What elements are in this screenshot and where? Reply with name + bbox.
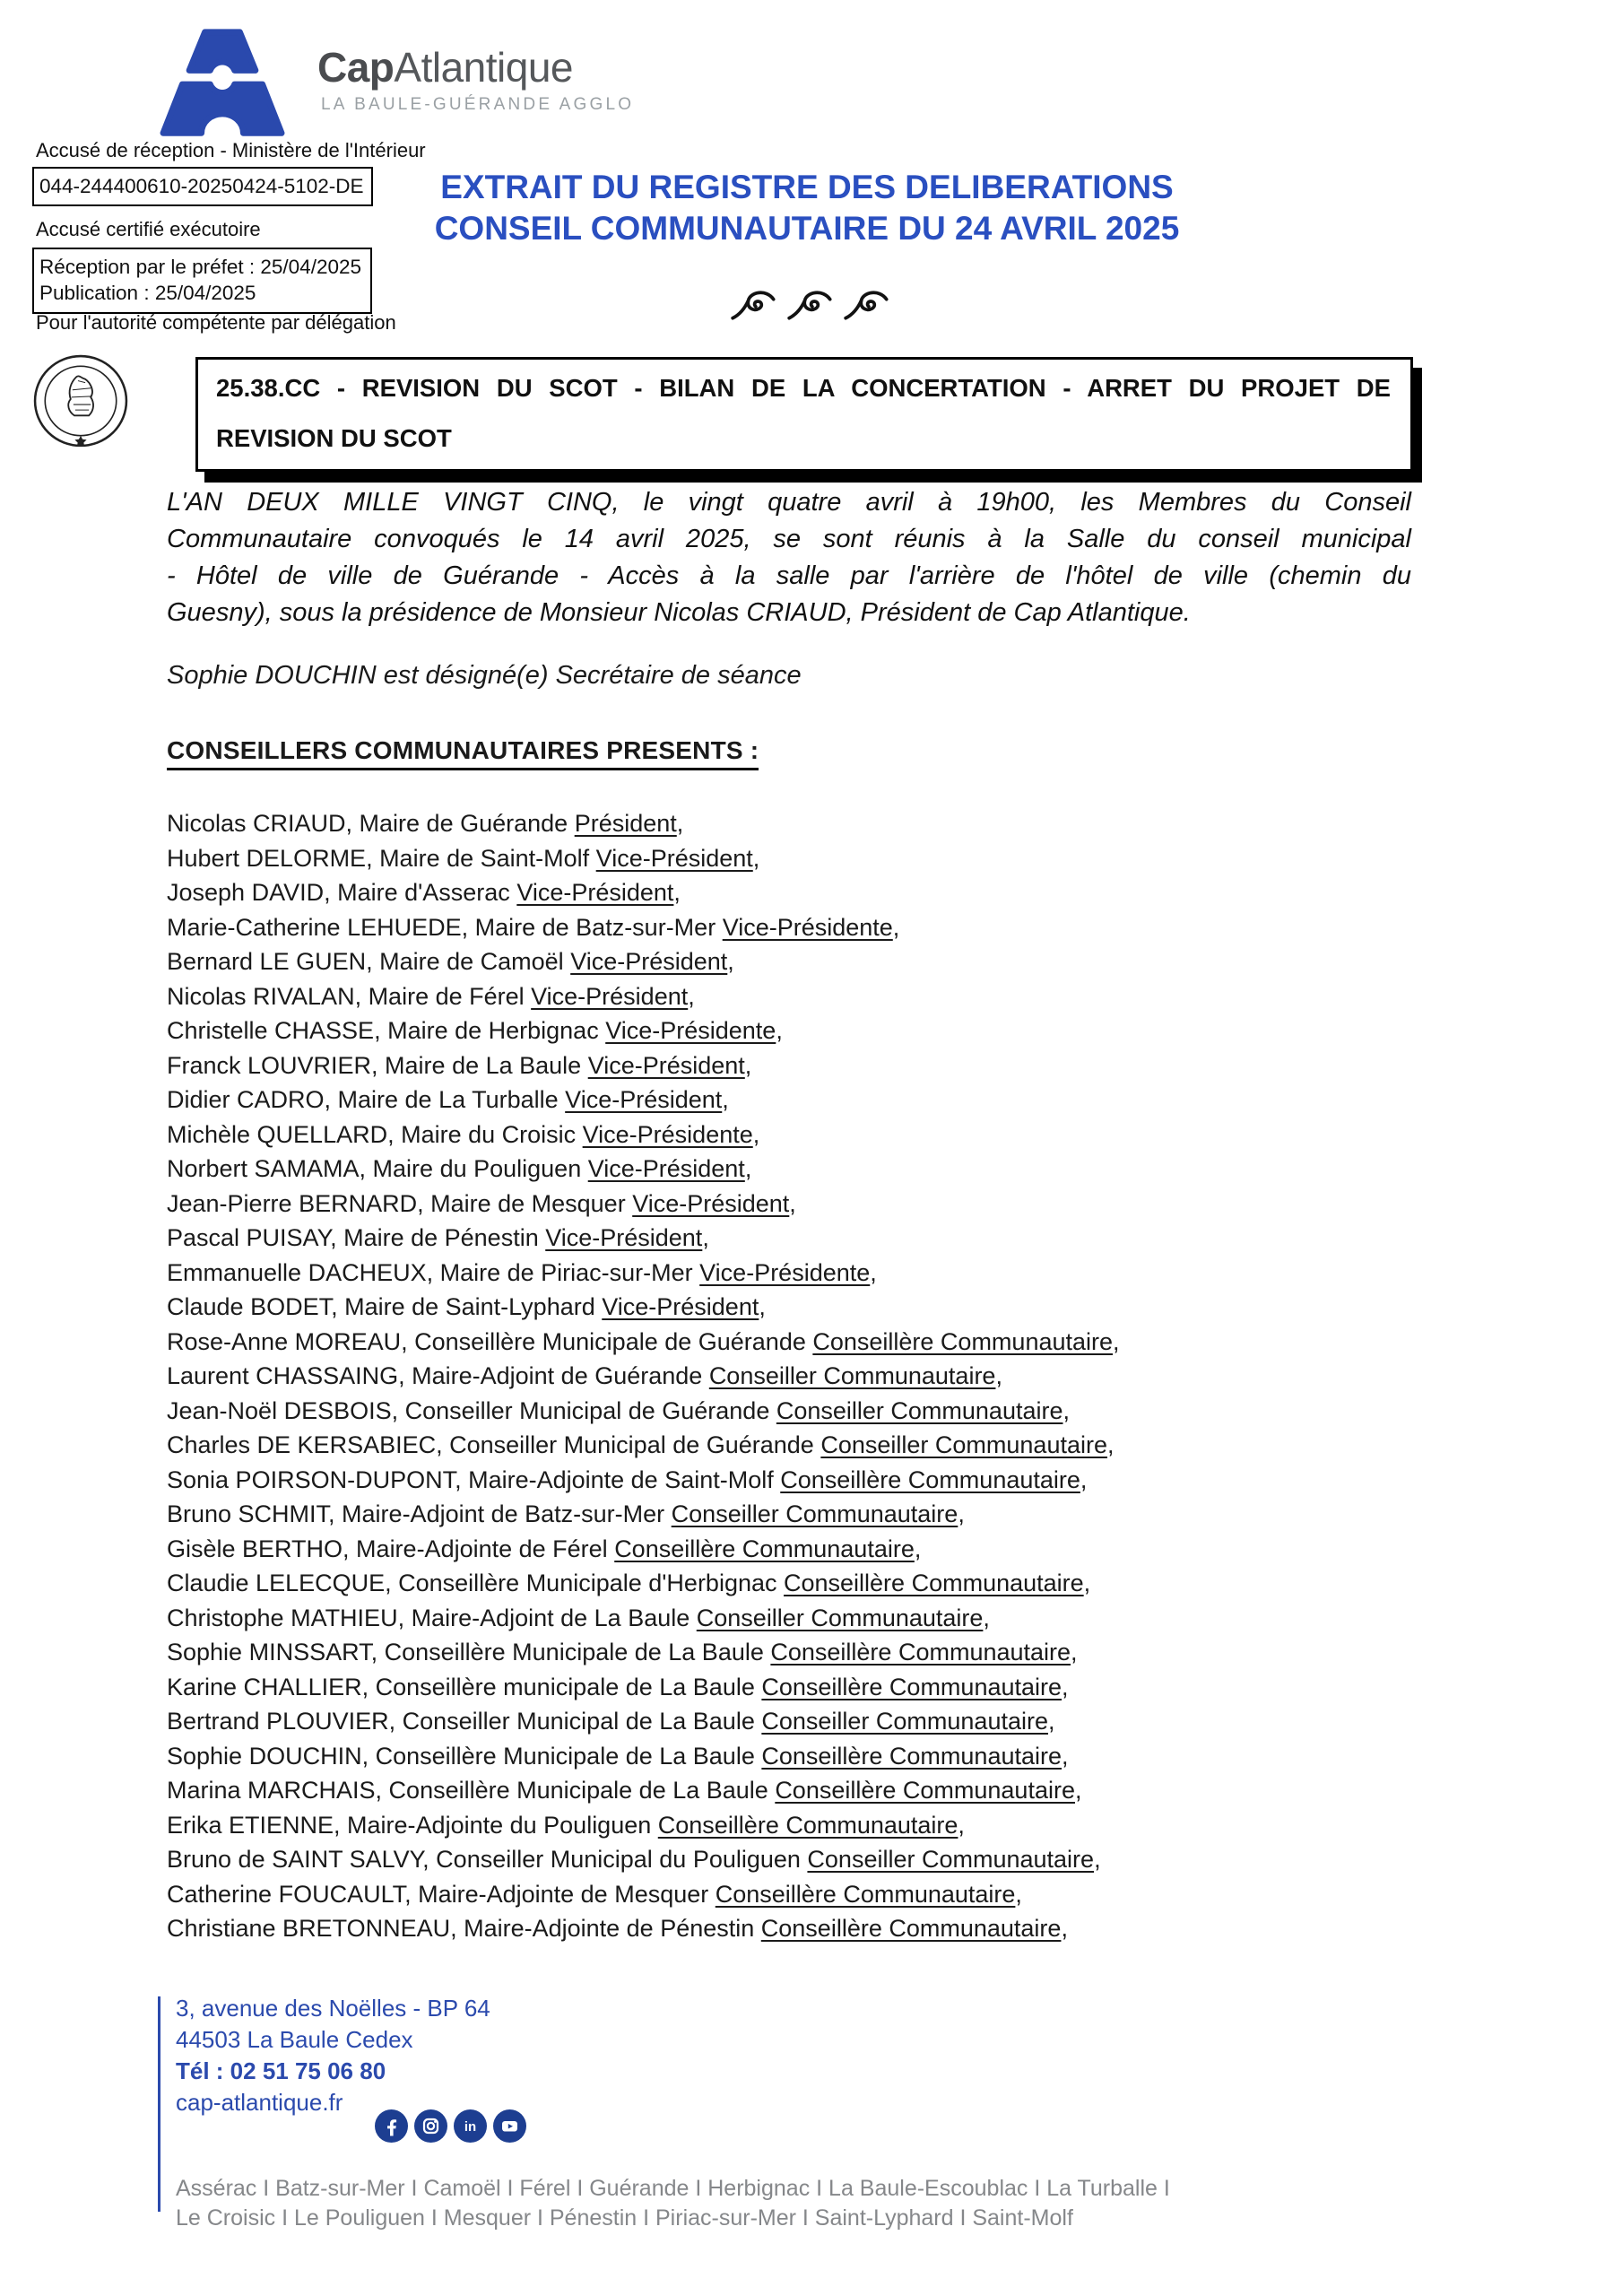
footer-address-block — [176, 1993, 490, 2118]
phone-number: Tél : 02 51 75 06 80 — [176, 2057, 386, 2084]
member-role: Vice-Président — [587, 1155, 745, 1182]
member-line: Claude BODET, Maire de Saint-Lyphard Vice-Président, — [167, 1293, 766, 1320]
member-line: Gisèle BERTHO, Maire-Adjointe de Férel Conseillère Communautaire, — [167, 1535, 922, 1562]
member-line: Sophie DOUCHIN, Conseillère Municipale de La Baule Conseillère Communautaire, — [167, 1742, 1069, 1770]
secretary-line: Sophie DOUCHIN est désigné(e) Secrétaire de séance — [167, 661, 802, 690]
member-line: Jean-Noël DESBOIS, Conseiller Municipal de Guérande Conseiller Communautaire, — [167, 1396, 1070, 1424]
member-line: Pascal PUISAY, Maire de Pénestin Vice-Président, — [167, 1224, 709, 1251]
member-role: Vice-Président — [602, 1293, 759, 1320]
member-line: Joseph DAVID, Maire d'Asserac Vice-Président, — [167, 879, 681, 906]
website-link[interactable]: cap-atlantique.fr — [176, 2089, 343, 2116]
member-line: Marina MARCHAIS, Conseillère Municipale de La Baule Conseillère Communautaire, — [167, 1777, 1082, 1804]
footer-accent-rule — [158, 1996, 160, 2212]
member-line: Christophe MATHIEU, Maire-Adjoint de La Baule Conseiller Communautaire, — [167, 1604, 990, 1631]
member-role: Vice-Président — [516, 879, 674, 906]
member-line: Sonia POIRSON-DUPONT, Maire-Adjointe de Saint-Molf Conseillère Communautaire, — [167, 1465, 1088, 1493]
member-role: Conseiller Communautaire — [708, 1362, 996, 1389]
municipal-seal-stamp-icon — [32, 353, 129, 450]
member-line: Bernard LE GUEN, Maire de Camoël Vice-Président, — [167, 948, 734, 975]
member-role: Conseiller Communautaire — [776, 1396, 1063, 1424]
page-title — [377, 167, 1237, 249]
opening-line: Guesny), sous la présidence de Monsieur Nicolas CRIAUD, Président de Cap Atlantique. — [167, 598, 1191, 627]
member-line: Michèle QUELLARD, Maire du Croisic Vice-Présidente, — [167, 1120, 760, 1148]
member-line: Bruno SCHMIT, Maire-Adjoint de Batz-sur-Mer Conseiller Communautaire, — [167, 1500, 965, 1527]
deliberation-heading-box — [195, 357, 1413, 472]
member-line: Catherine FOUCAULT, Maire-Adjointe de Mesquer Conseillère Communautaire, — [167, 1880, 1022, 1908]
member-line: Laurent CHASSAING, Maire-Adjoint de Guérande Conseiller Communautaire, — [167, 1362, 1002, 1389]
member-role: Vice-Président — [632, 1189, 790, 1217]
delegation-line: Pour l'autorité compétente par délégation — [36, 311, 396, 334]
document-body — [167, 484, 1411, 1946]
member-role: Conseiller Communautaire — [820, 1431, 1107, 1458]
deliberation-heading-line2: REVISION DU SCOT — [216, 424, 452, 452]
member-role: Vice-Président — [545, 1224, 703, 1251]
communes-list — [176, 2174, 1170, 2233]
member-line: Jean-Pierre BERNARD, Maire de Mesquer Vice-Président, — [167, 1189, 796, 1217]
linkedin-icon[interactable] — [454, 2109, 487, 2143]
member-role: Vice-Présidente — [722, 913, 893, 941]
member-role: Conseillère Communautaire — [761, 1742, 1062, 1770]
session-opening-paragraph — [167, 484, 1411, 631]
reception-code-box: 044-244400610-20250424-5102-DE — [32, 167, 373, 206]
prefect-box — [32, 248, 372, 314]
member-role: Conseillère Communautaire — [761, 1673, 1063, 1700]
member-line: Marie-Catherine LEHUEDE, Maire de Batz-sur-Mer Vice-Présidente, — [167, 913, 900, 941]
member-line: Erika ETIENNE, Maire-Adjointe du Pouliguen Conseillère Communautaire, — [167, 1811, 965, 1839]
member-line: Norbert SAMAMA, Maire du Pouliguen Vice-Président, — [167, 1155, 752, 1182]
member-role: Vice-Président — [595, 844, 753, 872]
youtube-icon[interactable] — [493, 2109, 526, 2143]
member-role: Vice-Présidente — [582, 1120, 753, 1148]
member-role: Vice-Président — [587, 1051, 745, 1079]
member-role: Vice-Président — [531, 982, 689, 1010]
member-line: Christiane BRETONNEAU, Maire-Adjointe de Pénestin Conseillère Communautaire, — [167, 1915, 1068, 1942]
address-line1: 3, avenue des Noëlles - BP 64 — [176, 1995, 490, 2022]
member-line: Hubert DELORME, Maire de Saint-Molf Vice-Président, — [167, 844, 760, 872]
member-role: Vice-Présidente — [699, 1258, 871, 1286]
member-role: Vice-Président — [570, 948, 728, 975]
member-line: Charles DE KERSABIEC, Conseiller Municipal de Guérande Conseiller Communautaire, — [167, 1431, 1115, 1458]
member-role: Conseiller Communautaire — [671, 1500, 958, 1527]
opening-line: Communautaire convoqués le 14 avril 2025, se sont réunis à la Salle du conseil municipal — [167, 525, 1411, 553]
social-icons-row — [375, 2109, 526, 2143]
member-role: Conseiller Communautaire — [761, 1708, 1048, 1735]
reception-line: Accusé de réception - Ministère de l'Intérieur — [36, 139, 426, 161]
member-role: Président — [574, 810, 677, 837]
opening-line: L'AN DEUX MILLE VINGT CINQ, le vingt quatre avril à 19h00, les Membres du Conseil — [167, 488, 1411, 517]
member-line: Franck LOUVRIER, Maire de La Baule Vice-Président, — [167, 1051, 752, 1079]
brand-subtitle: LA BAULE-GUÉRANDE AGGLO — [321, 95, 635, 114]
cap-atlantique-logo-icon — [133, 23, 312, 145]
present-heading: CONSEILLERS COMMUNAUTAIRES PRESENTS : — [167, 736, 759, 770]
member-line: Claudie LELECQUE, Conseillère Municipale d'Herbignac Conseillère Communautaire, — [167, 1570, 1091, 1596]
member-role: Conseiller Communautaire — [696, 1604, 984, 1631]
member-line: Nicolas CRIAUD, Maire de Guérande Président, — [167, 810, 684, 837]
page-title-line2: CONSEIL COMMUNAUTAIRE DU 24 AVRIL 2025 — [434, 210, 1180, 247]
page-title-line1: EXTRAIT DU REGISTRE DES DELIBERATIONS — [440, 169, 1174, 205]
communes-line1: Assérac I Batz-sur-Mer I Camoël I Férel I Guérande I Herbignac I La Baule-Escoublac I La Turballe I — [176, 2176, 1170, 2201]
member-line: Karine CHALLIER, Conseillère municipale de La Baule Conseillère Communautaire, — [167, 1673, 1069, 1700]
facebook-icon[interactable] — [375, 2109, 408, 2143]
prefect-date: Réception par le préfet : 25/04/2025 — [39, 256, 362, 278]
brand-atlantique: Atlantique — [394, 44, 574, 91]
member-line: Nicolas RIVALAN, Maire de Férel Vice-Président, — [167, 982, 695, 1010]
publication-date: Publication : 25/04/2025 — [39, 282, 256, 304]
member-role: Vice-Président — [565, 1086, 723, 1113]
member-line: Didier CADRO, Maire de La Turballe Vice-Président, — [167, 1086, 729, 1113]
member-role: Conseillère Communautaire — [770, 1639, 1071, 1665]
opening-line: - Hôtel de ville de Guérande - Accès à la salle par l'arrière de l'hôtel de ville (chemin du — [167, 561, 1411, 590]
member-line: Bertrand PLOUVIER, Conseiller Municipal de La Baule Conseiller Communautaire, — [167, 1708, 1055, 1735]
brand-wordmark — [317, 44, 574, 91]
svg-text:in: in — [464, 2119, 477, 2135]
member-role: Conseillère Communautaire — [760, 1915, 1062, 1942]
member-role: Conseillère Communautaire — [780, 1465, 1080, 1493]
deliberation-heading-line1: 25.38.CC - REVISION DU SCOT - BILAN DE LA CONCERTATION - ARRET DU PROJET DE — [216, 374, 1391, 402]
member-role: Vice-Présidente — [605, 1017, 776, 1044]
members-list — [167, 806, 1411, 1946]
member-role: Conseillère Communautaire — [812, 1327, 1114, 1355]
member-role: Conseillère Communautaire — [614, 1535, 915, 1562]
member-line: Rose-Anne MOREAU, Conseillère Municipale de Guérande Conseillère Communautaire, — [167, 1327, 1120, 1355]
floral-swirl-ornament-icon — [728, 289, 898, 326]
member-line: Christelle CHASSE, Maire de Herbignac Vice-Présidente, — [167, 1017, 783, 1044]
brand-cap: Cap — [317, 44, 395, 91]
communes-line2: Le Croisic I Le Pouliguen I Mesquer I Pénestin I Piriac-sur-Mer I Saint-Lyphard I Saint-Molf — [176, 2205, 1073, 2231]
member-role: Conseillère Communautaire — [715, 1880, 1016, 1908]
certified-line: Accusé certifié exécutoire — [36, 218, 261, 240]
member-role: Conseiller Communautaire — [807, 1846, 1095, 1873]
instagram-icon[interactable] — [414, 2109, 447, 2143]
member-role: Conseillère Communautaire — [784, 1570, 1084, 1596]
member-role: Conseillère Communautaire — [657, 1811, 958, 1839]
member-line: Sophie MINSSART, Conseillère Municipale de La Baule Conseillère Communautaire, — [167, 1639, 1078, 1665]
member-line: Emmanuelle DACHEUX, Maire de Piriac-sur-Mer Vice-Présidente, — [167, 1258, 877, 1286]
address-line2: 44503 La Baule Cedex — [176, 2026, 413, 2053]
member-line: Bruno de SAINT SALVY, Conseiller Municipal du Pouliguen Conseiller Communautaire, — [167, 1846, 1101, 1873]
member-role: Conseillère Communautaire — [775, 1777, 1075, 1804]
